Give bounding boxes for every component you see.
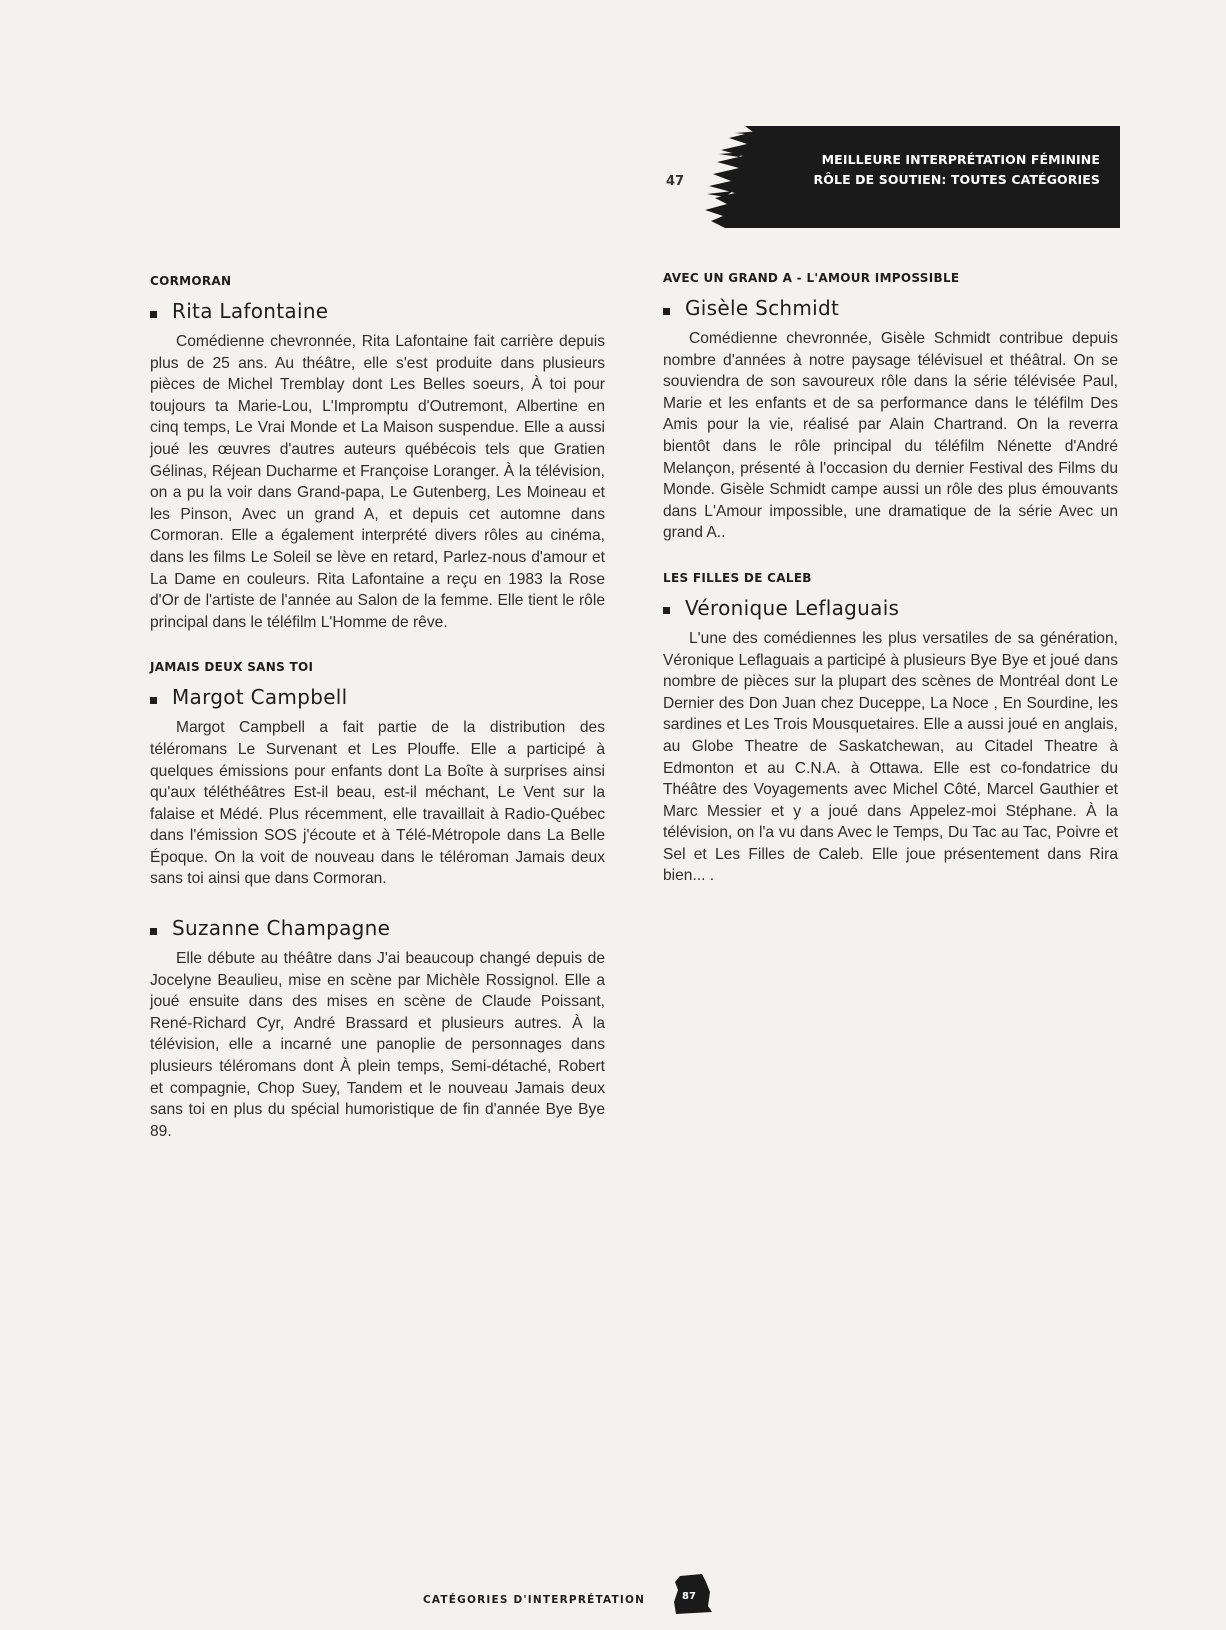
left-column xyxy=(150,273,605,1142)
page-number-top: 47 xyxy=(666,174,685,189)
nominee-bio: L'une des comédiennes les plus versatiles de sa génération, Véronique Leflaguais a participé à plusieurs Bye Bye et joué dans nombre de pièces sur la plupart des scènes de Montréal dont Le Dernier des Don Juan chez Duceppe, La Noce , En Sourdine, les sardines et Les Trois Mousquetaires. Elle a aussi joué en anglais, au Globe Theatre de Saskatchewan, au Citadel Theatre à Edmonton et au C.N.A. à Ottawa. Elle est co-fondatrice du Théâtre des Voyagements avec Michel Côté, Marcel Gauthier et Marc Messier et y a joué dans Appelez-moi Stéphane. À la télévision, on l'a vu dans Avec le Temps, Du Tac au Tac, Poivre et Sel et Les Filles de Caleb. Elle joue présentement dans Rira bien... . xyxy=(663,629,1118,885)
nominee-name: Véronique Leflaguais xyxy=(685,595,900,620)
show-title: CORMORAN xyxy=(150,274,232,288)
nominee-heading xyxy=(663,592,1118,624)
category-title-line1: MEILLEURE INTERPRÉTATION FÉMININE xyxy=(821,152,1100,167)
footer-page-number: 87 xyxy=(682,1591,696,1602)
nominee-name: Gisèle Schmidt xyxy=(685,296,840,320)
nominee-section xyxy=(663,270,1118,544)
bullet-icon xyxy=(150,311,157,318)
nominee-name: Margot Campbell xyxy=(172,685,348,710)
nominee-bio: Margot Campbell a fait partie de la distribution des téléromans Le Survenant et Les Plouffe. Elle a participé à quelques émissions pour enfants dont La Boîte à surprises ainsi qu'aux téléthéâtres Est-il beau, est-il méchant, Le Vent sur la falaise et Médé. Plus récemment, elle travaillait à Radio-Québec dans l'émission SOS j'écoute et à Télé-Métropole dans La Belle Époque. On la voit de nouveau dans le téléroman Jamais deux sans toi ainsi que dans Cormoran. xyxy=(150,719,605,888)
nominee-heading xyxy=(150,681,605,713)
category-title xyxy=(814,150,1100,190)
nominee-heading xyxy=(663,292,1118,324)
bullet-icon xyxy=(663,308,670,315)
category-header-band xyxy=(705,124,1120,228)
nominee-heading xyxy=(150,912,605,944)
bullet-icon xyxy=(663,607,670,614)
bullet-icon xyxy=(150,928,157,935)
nominee-section xyxy=(150,659,605,890)
footer-section-label: CATÉGORIES D'INTERPRÉTATION xyxy=(423,1594,646,1606)
show-title: AVEC UN GRAND A - L'AMOUR IMPOSSIBLE xyxy=(663,271,960,285)
nominee-name: Suzanne Champagne xyxy=(172,916,391,941)
nominee-name: Rita Lafontaine xyxy=(172,299,329,323)
show-title: LES FILLES DE CALEB xyxy=(663,570,812,585)
nominee-section xyxy=(663,570,1118,887)
nominee-heading xyxy=(150,295,605,327)
category-title-line2: RÔLE DE SOUTIEN: TOUTES CATÉGORIES xyxy=(813,172,1100,187)
nominee-section xyxy=(150,273,605,633)
show-title: JAMAIS DEUX SANS TOI xyxy=(150,660,314,675)
bullet-icon xyxy=(150,697,157,704)
nominee-bio: Comédienne chevronnée, Gisèle Schmidt contribue depuis nombre d'années à notre paysage télévisuel et théâtral. On se souviendra de son savoureux rôle dans la série télévisée Paul, Marie et les enfants et de sa performance dans le téléfilm Des Amis pour la vie, réalisé par Alain Chartrand. On la reverra bientôt dans le rôle principal du téléfilm Nénette d'André Melançon, présenté à l'occasion du dernier Festival des Films du Monde. Gisèle Schmidt campe aussi un rôle des plus émouvants dans L'Amour impossible, une dramatique de la série Avec un grand A.. xyxy=(663,330,1118,542)
right-column xyxy=(663,270,1118,887)
nominee-bio: Elle débute au théâtre dans J'ai beaucoup changé depuis de Jocelyne Beaulieu, mise en scène par Michèle Rossignol. Elle a joué ensuite dans des mises en scène de Claude Poissant, René-Richard Cyr, André Brassard et plusieurs autres. À la télévision, elle a incarné une panoplie de personnages dans plusieurs téléromans dont À plein temps, Semi-détaché, Robert et compagnie, Chop Suey, Tandem et le nouveau Jamais deux sans toi en plus du spécial humoristique de fin d'année Bye Bye 89. xyxy=(150,950,605,1140)
nominee-bio: Comédienne chevronnée, Rita Lafontaine fait carrière depuis plus de 25 ans. Au théâtre, elle s'est produite dans plusieurs pièces de Michel Tremblay dont Les Belles soeurs, À toi pour toujours ta Marie-Lou, L'Impromptu d'Outremont, Albertine en cinq temps, Le Vrai Monde et La Maison suspendue. Elle a aussi joué les œuvres d'autres auteurs québécois tels que Gratien Gélinas, Réjean Ducharme et Françoise Loranger. À la télévision, on a pu la voir dans Grand-papa, Le Gutenberg, Les Moineau et les Pinson, Avec un grand A, et depuis cet automne dans Cormoran. Elle a également interprété divers rôles au cinéma, dans les films Le Soleil se lève en retard, Parlez-nous d'amour et La Dame en couleurs. Rita Lafontaine a reçu en 1983 la Rose d'Or de l'artiste de l'année au Salon de la femme. Elle tient le rôle principal dans le téléfilm L'Homme de rêve. xyxy=(150,333,605,631)
nominee-section xyxy=(150,912,605,1142)
